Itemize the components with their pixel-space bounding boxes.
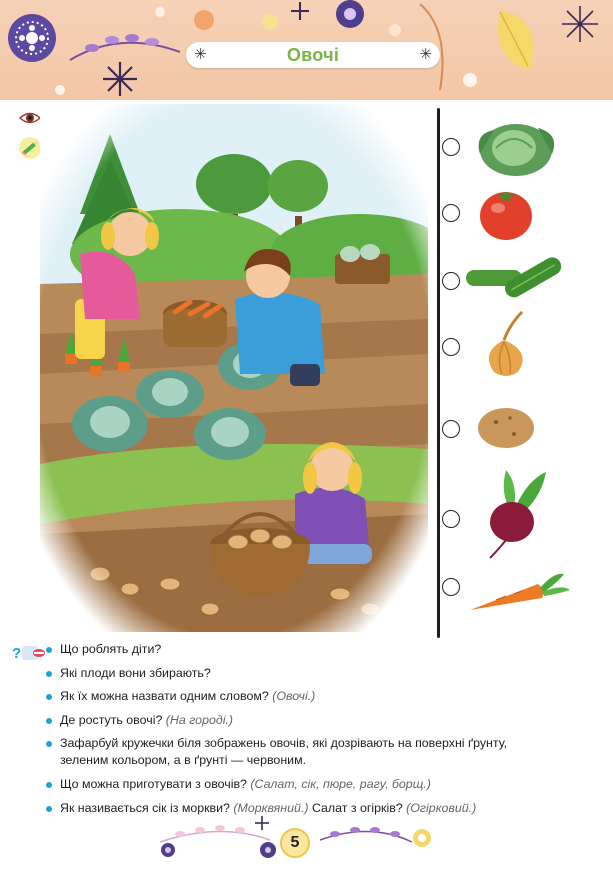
color-circle-cucumber[interactable] (442, 272, 460, 290)
question-item (46, 776, 606, 793)
color-circle-beet[interactable] (442, 510, 460, 528)
question-item (46, 641, 606, 658)
garden-scene-illustration (40, 104, 428, 632)
question-text: Як їх можна назвати одним словом? (60, 689, 269, 704)
onion-icon (466, 310, 586, 380)
question-answer: (На городі.) (165, 712, 234, 727)
svg-text:?: ? (12, 645, 22, 662)
cucumber-icon (466, 244, 586, 314)
page-title: Овочі (286, 44, 340, 65)
question-item (46, 665, 606, 682)
carrot-icon (466, 566, 586, 636)
color-circle-cabbage[interactable] (442, 138, 460, 156)
question-text: Зафарбуй кружечки біля зображень овочів, які дозрівають на поверхні ґрунту, (60, 736, 508, 751)
page-header (0, 0, 613, 100)
potato-icon (466, 394, 586, 464)
vegetable-row-beet (440, 470, 610, 540)
question-text: Де ростуть овочі? (60, 712, 163, 727)
question-text: Що можна приготувати з овочів? (60, 776, 247, 791)
color-circle-potato[interactable] (442, 420, 460, 438)
question-answer-second: (Огірковий.) (406, 800, 477, 815)
eye-icon (18, 106, 42, 130)
title-star-right-icon: ✳ (419, 45, 432, 63)
question-text-second: Салат з огірків? (311, 800, 403, 815)
question-text: Як називається сік із моркви? (60, 800, 230, 815)
question-answer: (Салат, сік, пюре, рагу, борщ.) (250, 776, 431, 791)
question-text: Які плоди вони збирають? (60, 665, 211, 680)
tomato-icon (466, 178, 586, 248)
vegetable-row-cabbage (440, 112, 610, 182)
pencil-icon (18, 136, 42, 160)
question-text-continued: зеленим кольором, а в ґрунті — червоним. (60, 753, 307, 768)
question-item (46, 735, 606, 769)
question-answer: (Овочі.) (272, 689, 316, 704)
page-number: 5 (280, 828, 310, 858)
cabbage-icon (466, 112, 586, 182)
title-banner (186, 42, 440, 68)
question-text: Що роблять діти? (60, 642, 162, 656)
beet-icon (466, 470, 586, 560)
question-item (46, 712, 606, 729)
vegetable-row-onion (440, 310, 610, 380)
color-circle-onion[interactable] (442, 338, 460, 356)
question-speech-icon (12, 643, 46, 663)
vegetable-row-carrot (440, 566, 610, 636)
title-star-left-icon: ✳ (194, 45, 207, 63)
vegetable-row-tomato (440, 178, 610, 248)
color-circle-carrot[interactable] (442, 578, 460, 596)
question-answer: (Морквяний.) (233, 800, 309, 815)
question-item (46, 688, 606, 705)
vegetable-row-potato (440, 394, 610, 464)
questions-list (46, 641, 606, 823)
color-circle-tomato[interactable] (442, 204, 460, 222)
vegetable-row-cucumber (440, 244, 610, 314)
